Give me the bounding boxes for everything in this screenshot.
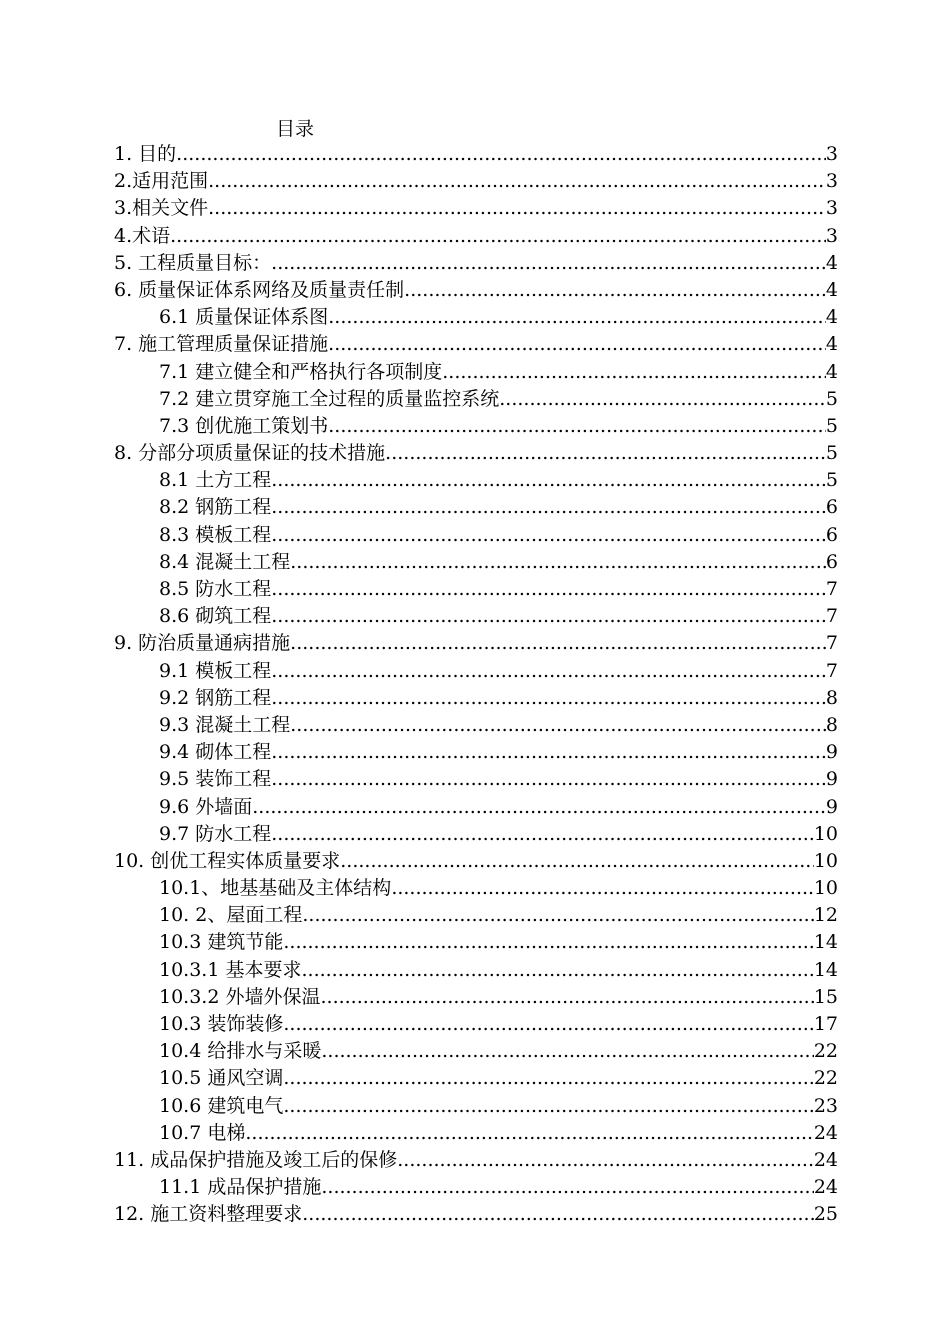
dot-leader [283, 1093, 813, 1120]
toc-entry-text: 9.1 模板工程 [159, 659, 272, 682]
dot-leader [340, 848, 814, 875]
toc-page-number: 17 [813, 1013, 838, 1035]
toc-entry-text: 9. 防治质量通病措施 [114, 632, 291, 655]
toc-page-number: 3 [825, 143, 838, 165]
dot-leader [208, 168, 826, 195]
toc-entry-text: 7. 施工管理质量保证措施 [114, 333, 329, 356]
dot-leader [271, 494, 826, 521]
toc-entry-text: 8.5 防水工程 [159, 578, 272, 600]
dot-leader [245, 1120, 813, 1147]
toc-entry[interactable] [114, 1120, 838, 1147]
dot-leader [271, 739, 826, 766]
toc-page-number: 24 [813, 1176, 838, 1199]
toc-page-number: 4 [825, 333, 838, 356]
toc-entry-text: 8.2 钢筋工程 [159, 496, 272, 519]
dot-leader [442, 359, 826, 386]
toc-entry-text: 6. 质量保证体系网络及质量责任制 [114, 278, 405, 301]
toc-page-number: 5 [825, 414, 838, 437]
toc-entry-text: 10. 2、屋面工程 [159, 904, 303, 927]
toc-entry-text: 3.相关文件 [114, 197, 209, 220]
dot-leader [283, 1065, 813, 1092]
toc-page-number: 4 [825, 278, 838, 301]
dot-leader [271, 766, 826, 793]
toc-page-number: 5 [825, 442, 838, 465]
toc-page-number: 5 [825, 469, 838, 492]
toc-entry[interactable] [114, 712, 838, 739]
toc-entry[interactable] [114, 494, 838, 521]
toc-page-number: 8 [825, 713, 838, 736]
dot-leader [271, 522, 826, 549]
toc-entry[interactable] [114, 794, 838, 821]
toc-entry[interactable] [114, 1201, 838, 1228]
toc-entry[interactable] [114, 522, 838, 549]
toc-entry-text: 9.2 钢筋工程 [159, 686, 272, 709]
toc-entry-text: 11. 成品保护措施及竣工后的保修 [114, 1148, 398, 1171]
dot-leader [290, 712, 826, 739]
toc-entry-text: 7.3 创优施工策划书 [159, 414, 329, 437]
toc-entry[interactable] [114, 576, 838, 603]
toc-entry-text: 8.1 土方工程 [159, 469, 272, 492]
toc-entry[interactable] [114, 929, 838, 956]
toc-entry-text: 8. 分部分项质量保证的技术措施 [114, 442, 386, 465]
toc-entry-text: 8.4 混凝土工程 [159, 550, 291, 573]
toc-page-number: 24 [813, 1148, 838, 1171]
dot-leader [397, 1147, 814, 1174]
toc-page-number: 7 [825, 605, 838, 628]
toc-entry[interactable] [114, 1065, 838, 1092]
toc-entry[interactable] [114, 386, 838, 413]
toc-entry-text: 8.3 模板工程 [159, 523, 272, 546]
toc-page-number: 14 [813, 958, 838, 981]
toc-entry[interactable] [114, 685, 838, 712]
toc-entry-text: 9.5 装饰工程 [159, 768, 272, 791]
toc-entry-text: 6.1 质量保证体系图 [159, 306, 329, 329]
toc-entry[interactable] [114, 277, 838, 304]
toc-entry[interactable] [114, 141, 838, 168]
toc-page-number: 23 [813, 1094, 838, 1117]
toc-entry-text: 10.3.1 基本要求 [159, 958, 302, 981]
toc-page-number: 14 [813, 931, 838, 954]
toc-entry[interactable] [114, 739, 838, 766]
dot-leader [170, 223, 826, 250]
toc-entry[interactable] [114, 1093, 838, 1120]
toc-entry-text: 7.1 建立健全和严格执行各项制度 [159, 360, 443, 383]
dot-leader [302, 1201, 814, 1228]
toc-page-number: 6 [825, 496, 838, 519]
toc-entry-text: 10. 创优工程实体质量要求 [114, 849, 341, 872]
dot-leader [301, 957, 813, 984]
toc-entry[interactable] [114, 331, 838, 358]
toc-entry-text: 10.6 建筑电气 [159, 1094, 284, 1117]
dot-leader [328, 331, 826, 358]
toc-entry[interactable] [114, 1038, 838, 1065]
toc-page-number: 8 [825, 686, 838, 709]
toc-page-number: 22 [813, 1040, 838, 1063]
toc-entry-text: 4.术语 [114, 224, 171, 247]
dot-leader [321, 1038, 813, 1065]
toc-page-number: 22 [813, 1067, 838, 1090]
toc-entry-text: 12. 施工资料整理要求 [114, 1203, 303, 1226]
toc-entry-text: 10.5 通风空调 [159, 1067, 284, 1090]
dot-leader [283, 929, 813, 956]
dot-leader [385, 440, 826, 467]
toc-page-number: 4 [825, 251, 838, 274]
toc-page-number: 7 [825, 632, 838, 655]
toc-entry[interactable] [114, 168, 838, 195]
dot-leader [283, 1011, 813, 1038]
toc-page-number: 6 [825, 550, 838, 573]
toc-entry[interactable] [114, 902, 838, 929]
dot-leader [328, 304, 826, 331]
dot-leader [271, 467, 826, 494]
dot-leader [208, 195, 826, 222]
toc-entry[interactable] [114, 549, 838, 576]
toc-page-number: 7 [825, 659, 838, 682]
toc-page-number: 5 [825, 387, 838, 410]
toc-page-number: 6 [825, 523, 838, 546]
dot-leader [404, 277, 826, 304]
dot-leader [290, 549, 826, 576]
dot-leader [271, 821, 814, 848]
toc-entry-text: 9.7 防水工程 [159, 822, 272, 845]
dot-leader [320, 984, 813, 1011]
dot-leader [271, 576, 826, 603]
toc-page-number: 3 [825, 170, 838, 193]
toc-page-number: 4 [825, 306, 838, 329]
toc-entry-text: 5. 工程质量目标： [114, 251, 272, 274]
dot-leader [252, 794, 826, 821]
toc-entry-text: 10.4 给排水与采暖 [159, 1040, 322, 1063]
toc-page-number: 7 [825, 578, 838, 600]
toc-entry-text: 10.3 建筑节能 [159, 931, 284, 954]
toc-entry-text: 10.3 装饰装修 [159, 1013, 284, 1035]
dot-leader [321, 1174, 813, 1201]
toc-entry[interactable] [114, 223, 838, 250]
toc-page-number: 10 [813, 877, 838, 900]
toc-entry[interactable] [114, 250, 838, 277]
toc-page-number: 9 [825, 795, 838, 818]
toc-entry[interactable] [114, 984, 838, 1011]
toc-entry-text: 9.6 外墙面 [159, 795, 253, 818]
toc-page-number: 12 [813, 904, 838, 927]
toc-entry-text: 8.6 砌筑工程 [159, 605, 272, 628]
toc-page-number: 3 [825, 224, 838, 247]
dot-leader [176, 141, 826, 168]
toc-title: 目录 [276, 118, 315, 140]
toc-entry-text: 2.适用范围 [114, 170, 209, 193]
dot-leader [271, 658, 826, 685]
toc-entry[interactable] [114, 603, 838, 630]
toc-entry-text: 10.7 电梯 [159, 1121, 246, 1144]
dot-leader [271, 603, 826, 630]
toc-entry-text: 7.2 建立贯穿施工全过程的质量监控系统 [159, 387, 500, 410]
toc-entry-text: 11.1 成品保护措施 [159, 1176, 322, 1199]
toc-page-number: 10 [813, 822, 838, 845]
toc-entry-text: 10.1、地基基础及主体结构 [159, 877, 392, 900]
toc-entry[interactable] [114, 821, 838, 848]
toc-page-number: 9 [825, 741, 838, 764]
toc-page-number: 9 [825, 768, 838, 791]
toc-entry[interactable] [114, 1174, 838, 1201]
toc-page-number: 15 [813, 985, 838, 1008]
toc-entry[interactable] [114, 195, 838, 222]
toc-entry[interactable] [114, 848, 838, 875]
dot-leader [271, 685, 826, 712]
toc-entry[interactable] [114, 658, 838, 685]
dot-leader [391, 875, 814, 902]
toc-entry[interactable] [114, 467, 838, 494]
toc-entry[interactable] [114, 766, 838, 793]
dot-leader [271, 250, 826, 277]
toc-page-number: 10 [813, 849, 838, 872]
toc-entry-text: 1. 目的 [114, 143, 177, 165]
toc-entry[interactable] [114, 359, 838, 386]
toc-entry[interactable] [114, 440, 838, 467]
toc-entry[interactable] [114, 630, 838, 657]
table-of-contents [114, 141, 838, 1229]
toc-entry-text: 9.4 砌体工程 [159, 741, 272, 764]
toc-page-number: 4 [825, 360, 838, 383]
dot-leader [328, 413, 826, 440]
dot-leader [499, 386, 826, 413]
toc-entry[interactable] [114, 304, 838, 331]
toc-entry[interactable] [114, 875, 838, 902]
toc-page-number: 24 [813, 1121, 838, 1144]
toc-entry[interactable] [114, 1147, 838, 1174]
dot-leader [290, 630, 826, 657]
toc-entry-text: 10.3.2 外墙外保温 [159, 985, 321, 1008]
toc-entry[interactable] [114, 957, 838, 984]
dot-leader [302, 902, 813, 929]
toc-page-number: 25 [813, 1203, 838, 1226]
toc-entry[interactable] [114, 413, 838, 440]
toc-page-number: 3 [825, 197, 838, 220]
toc-entry[interactable] [114, 1011, 838, 1038]
toc-entry-text: 9.3 混凝土工程 [159, 713, 291, 736]
